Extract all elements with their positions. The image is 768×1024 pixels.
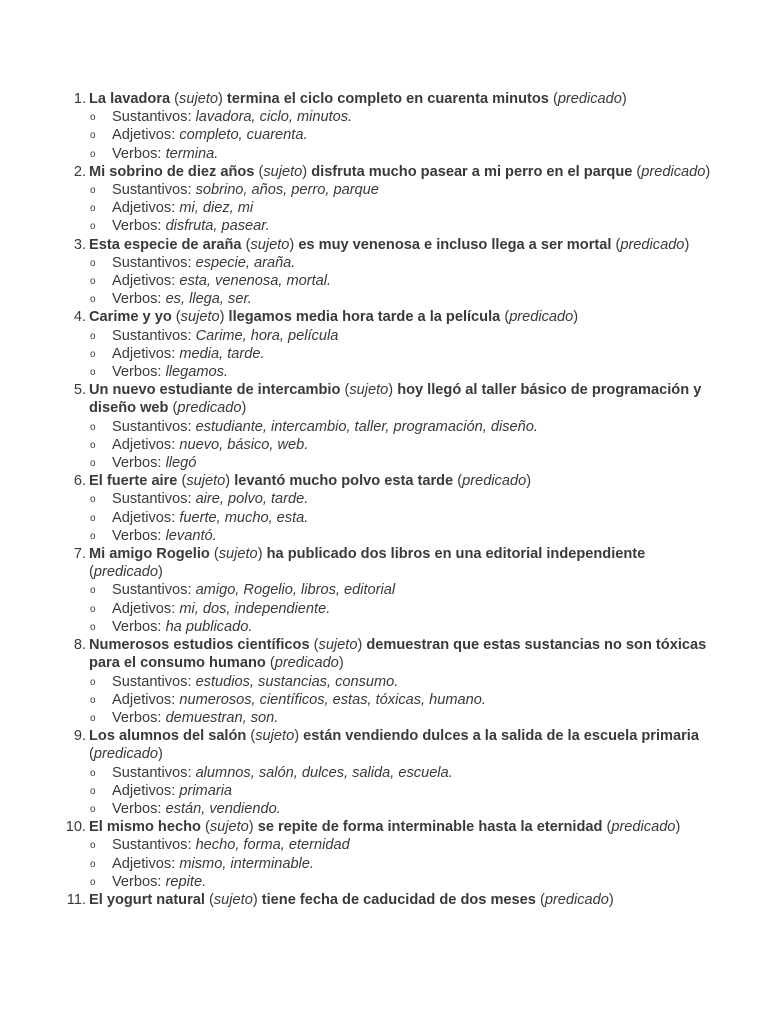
sub-item-label: Sustantivos: [112, 254, 192, 271]
sub-item-adjectives [89, 600, 719, 618]
circle-bullet-icon: o [90, 676, 96, 688]
sub-item-verbs [89, 217, 719, 235]
sub-item-values: hecho, forma, eternidad [195, 837, 350, 854]
sentence: 5. Un nuevo estudiante de intercambio (sujeto) hoy llegó al taller básico de programación y diseño web (predicado) [89, 381, 719, 417]
sub-item-verbs [89, 618, 719, 636]
predicate-label: predicado [462, 473, 527, 490]
sub-item-label: Verbos: [112, 873, 162, 890]
sub-item-adjectives [89, 199, 719, 217]
item-number: 1. [73, 91, 86, 107]
sub-item-verbs [89, 527, 719, 545]
circle-bullet-icon: o [90, 840, 96, 852]
sub-item-label: Sustantivos: [112, 418, 192, 435]
sentence: 1. La lavadora (sujeto) termina el ciclo completo en cuarenta minutos (predicado) [89, 90, 719, 108]
item-number: 6. [73, 473, 86, 490]
circle-bullet-icon: o [90, 130, 96, 142]
sub-item-label: Adjetivos: [112, 782, 176, 799]
sub-item-values: especie, araña. [195, 254, 296, 271]
subject-label: sujeto [250, 236, 290, 253]
list-item [0, 727, 719, 818]
sub-item-values: mismo, interminable. [179, 855, 314, 872]
sub-item-label: Verbos: [112, 800, 162, 817]
circle-bullet-icon: o [90, 203, 96, 215]
circle-bullet-icon: o [90, 330, 96, 342]
sub-item-label: Adjetivos: [112, 509, 176, 526]
sub-item-label: Adjetivos: [112, 127, 176, 144]
sub-item-label: Adjetivos: [112, 855, 176, 872]
item-number: 3. [73, 236, 86, 253]
circle-bullet-icon: o [90, 185, 96, 197]
sub-item-verbs [89, 454, 719, 472]
sub-item-nouns [89, 764, 719, 782]
item-number: 2. [73, 163, 86, 180]
sub-item-adjectives [89, 345, 719, 363]
sub-item-values: lavadora, ciclo, minutos. [195, 109, 353, 126]
sub-item-nouns [89, 673, 719, 691]
predicate-label: predicado [544, 891, 609, 908]
sub-item-values: mi, diez, mi [179, 200, 254, 217]
subject-text: Numerosos estudios científicos [89, 637, 310, 654]
predicate-label: predicado [641, 163, 706, 180]
sub-item-values: están, vendiendo. [165, 800, 281, 817]
sub-item-nouns [89, 181, 719, 199]
list-item [0, 472, 719, 545]
sub-item-label: Verbos: [112, 218, 162, 235]
list-item [0, 308, 719, 381]
sentence: 11. El yogurt natural (sujeto) tiene fecha de caducidad de dos meses (predicado) [89, 891, 719, 909]
sub-item-values: media, tarde. [179, 345, 265, 362]
sub-item-label: Sustantivos: [112, 582, 192, 599]
predicate-text: es muy venenosa e incluso llega a ser mortal [298, 236, 612, 253]
circle-bullet-icon: o [90, 694, 96, 706]
sentence: 10. El mismo hecho (sujeto) se repite de forma interminable hasta la eternidad (predicado) [89, 818, 719, 836]
subject-label: sujeto [213, 891, 253, 908]
sub-item-values: llegamos. [165, 364, 229, 381]
sub-item-verbs [89, 873, 719, 891]
sub-item-verbs [89, 363, 719, 381]
sentence: 6. El fuerte aire (sujeto) levantó mucho polvo esta tarde (predicado) [89, 472, 719, 490]
circle-bullet-icon: o [90, 367, 96, 379]
circle-bullet-icon: o [90, 712, 96, 724]
circle-bullet-icon: o [90, 603, 96, 615]
subject-text: El fuerte aire [89, 473, 178, 490]
list-item [0, 381, 719, 472]
sub-item-values: amigo, Rogelio, libros, editorial [195, 582, 396, 599]
document-body [0, 90, 768, 909]
sub-item-values: nuevo, básico, web. [179, 436, 309, 453]
circle-bullet-icon: o [90, 876, 96, 888]
sub-item-label: Adjetivos: [112, 345, 176, 362]
sub-item-label: Sustantivos: [112, 327, 192, 344]
sub-item-values: aire, polvo, tarde. [195, 491, 309, 508]
circle-bullet-icon: o [90, 148, 96, 160]
sub-item-values: ha publicado. [165, 618, 253, 635]
circle-bullet-icon: o [90, 294, 96, 306]
subject-text: Los alumnos del salón [89, 728, 247, 745]
sub-item-label: Sustantivos: [112, 109, 192, 126]
list-item [0, 636, 719, 727]
sub-item-values: alumnos, salón, dulces, salida, escuela. [195, 764, 453, 781]
item-number: 11. [66, 891, 86, 908]
sentence: 4. Carime y yo (sujeto) llegamos media hora tarde a la película (predicado) [89, 308, 719, 326]
sub-item-adjectives [89, 509, 719, 527]
item-number: 8. [73, 637, 86, 654]
sub-item-values: llegó [165, 455, 197, 472]
item-number: 9. [73, 728, 86, 745]
sub-item-nouns [89, 418, 719, 436]
subject-text: El mismo hecho [89, 819, 201, 836]
list-item [0, 891, 719, 909]
sub-item-label: Sustantivos: [112, 491, 192, 508]
sub-item-values: estudios, sustancias, consumo. [195, 673, 399, 690]
sub-item-values: fuerte, mucho, esta. [179, 509, 309, 526]
predicate-text: ha publicado dos libros en una editorial independiente [266, 546, 646, 563]
subject-text: La lavadora [89, 91, 171, 107]
circle-bullet-icon: o [90, 803, 96, 815]
sub-item-values: completo, cuarenta. [179, 127, 308, 144]
circle-bullet-icon: o [90, 767, 96, 779]
sentence: 8. Numerosos estudios científicos (sujeto) demuestran que estas sustancias no son tóxicas para el consumo humano (predicado) [89, 636, 719, 672]
list-item [0, 236, 719, 309]
sub-item-values: demuestran, son. [165, 709, 279, 726]
predicate-label: predicado [509, 309, 574, 326]
sub-item-values: estudiante, intercambio, taller, programación, diseño. [195, 418, 538, 435]
sub-item-label: Verbos: [112, 527, 162, 544]
predicate-label: predicado [177, 400, 242, 417]
sub-item-label: Adjetivos: [112, 200, 176, 217]
sub-item-values: primaria [179, 782, 233, 799]
predicate-text: levantó mucho polvo esta tarde [234, 473, 454, 490]
sentence: 2. Mi sobrino de diez años (sujeto) disfruta mucho pasear a mi perro en el parque (predicado) [89, 163, 719, 181]
subject-text: Mi sobrino de diez años [89, 163, 255, 180]
predicate-text: llegamos media hora tarde a la película [228, 309, 501, 326]
sub-item-verbs [89, 709, 719, 727]
sub-item-nouns [89, 108, 719, 126]
sub-item-adjectives [89, 126, 719, 144]
sentence: 9. Los alumnos del salón (sujeto) están vendiendo dulces a la salida de la escuela primaria (predicado) [89, 727, 719, 763]
circle-bullet-icon: o [90, 458, 96, 470]
item-number: 4. [73, 309, 86, 326]
circle-bullet-icon: o [90, 785, 96, 797]
circle-bullet-icon: o [90, 257, 96, 269]
sentence: 7. Mi amigo Rogelio (sujeto) ha publicado dos libros en una editorial independiente (predicado) [89, 545, 719, 581]
sub-item-nouns [89, 836, 719, 854]
predicate-label: predicado [93, 746, 158, 763]
predicate-text: termina el ciclo completo en cuarenta minutos [226, 91, 549, 107]
sub-item-label: Adjetivos: [112, 436, 176, 453]
subject-text: Carime y yo [89, 309, 172, 326]
circle-bullet-icon: o [90, 621, 96, 633]
sub-item-label: Sustantivos: [112, 837, 192, 854]
predicate-label: predicado [93, 564, 158, 581]
subject-text: El yogurt natural [89, 891, 205, 908]
subject-label: sujeto [209, 819, 249, 836]
sub-item-label: Sustantivos: [112, 764, 192, 781]
sub-item-adjectives [89, 855, 719, 873]
circle-bullet-icon: o [90, 858, 96, 870]
subject-label: sujeto [179, 91, 218, 107]
sub-item-values: sobrino, años, perro, parque [195, 182, 379, 199]
sub-item-values: esta, venenosa, mortal. [179, 273, 332, 290]
predicate-text: demuestran que estas sustancias no son tóxicas para el consumo humano [89, 637, 707, 672]
subject-label: sujeto [255, 728, 295, 745]
sub-item-label: Verbos: [112, 145, 162, 162]
sub-item-label: Adjetivos: [112, 273, 176, 290]
sub-item-adjectives [89, 691, 719, 709]
sub-item-adjectives [89, 782, 719, 800]
sub-item-verbs [89, 145, 719, 163]
sub-item-verbs [89, 800, 719, 818]
circle-bullet-icon: o [90, 112, 96, 124]
sub-item-values: repite. [165, 873, 207, 890]
item-number: 10. [65, 819, 86, 836]
sub-item-label: Sustantivos: [112, 182, 192, 199]
circle-bullet-icon: o [90, 512, 96, 524]
sub-item-values: levantó. [165, 527, 217, 544]
subject-label: sujeto [186, 473, 226, 490]
circle-bullet-icon: o [90, 585, 96, 597]
sub-item-label: Adjetivos: [112, 600, 176, 617]
subject-text: Esta especie de araña [89, 236, 242, 253]
predicate-text: hoy llegó al taller básico de programación y diseño web [89, 382, 702, 417]
predicate-text: están vendiendo dulces a la salida de la escuela primaria [303, 728, 699, 745]
subject-label: sujeto [349, 382, 389, 399]
circle-bullet-icon: o [90, 494, 96, 506]
circle-bullet-icon: o [90, 530, 96, 542]
predicate-label: predicado [611, 819, 676, 836]
sub-item-values: termina. [165, 145, 219, 162]
item-number: 5. [73, 382, 86, 399]
sub-item-nouns [89, 327, 719, 345]
sub-item-label: Verbos: [112, 364, 162, 381]
circle-bullet-icon: o [90, 439, 96, 451]
predicate-text: tiene fecha de caducidad de dos meses [261, 891, 536, 908]
sub-item-label: Verbos: [112, 455, 162, 472]
sub-item-values: es, llega, ser. [165, 291, 252, 308]
predicate-label: predicado [620, 236, 685, 253]
sub-item-verbs [89, 290, 719, 308]
item-number: 7. [73, 546, 86, 563]
list-item [0, 818, 719, 891]
sub-item-adjectives [89, 272, 719, 290]
subject-text: Mi amigo Rogelio [89, 546, 210, 563]
sub-item-nouns [89, 581, 719, 599]
predicate-label: predicado [557, 91, 622, 107]
subject-text: Un nuevo estudiante de intercambio [89, 382, 341, 399]
sub-item-adjectives [89, 436, 719, 454]
list-item [0, 545, 719, 636]
circle-bullet-icon: o [90, 221, 96, 233]
sub-item-values: Carime, hora, película [195, 327, 339, 344]
list-item [0, 90, 719, 163]
sub-item-label: Verbos: [112, 618, 162, 635]
sub-item-nouns [89, 254, 719, 272]
circle-bullet-icon: o [90, 276, 96, 288]
subject-label: sujeto [180, 309, 220, 326]
subject-label: sujeto [318, 637, 358, 654]
sub-item-label: Verbos: [112, 291, 162, 308]
sub-item-label: Sustantivos: [112, 673, 192, 690]
circle-bullet-icon: o [90, 421, 96, 433]
predicate-label: predicado [274, 655, 339, 672]
circle-bullet-icon: o [90, 348, 96, 360]
subject-label: sujeto [218, 546, 258, 563]
sub-item-label: Adjetivos: [112, 691, 176, 708]
sub-item-values: mi, dos, independiente. [179, 600, 331, 617]
list-item [0, 163, 719, 236]
sentence: 3. Esta especie de araña (sujeto) es muy venenosa e incluso llega a ser mortal (predicado) [89, 236, 719, 254]
sub-item-values: numerosos, científicos, estas, tóxicas, humano. [179, 691, 486, 708]
predicate-text: disfruta mucho pasear a mi perro en el parque [311, 163, 633, 180]
sub-item-values: disfruta, pasear. [165, 218, 270, 235]
sub-item-nouns [89, 490, 719, 508]
subject-label: sujeto [263, 163, 303, 180]
sub-item-label: Verbos: [112, 709, 162, 726]
predicate-text: se repite de forma interminable hasta la eternidad [257, 819, 603, 836]
